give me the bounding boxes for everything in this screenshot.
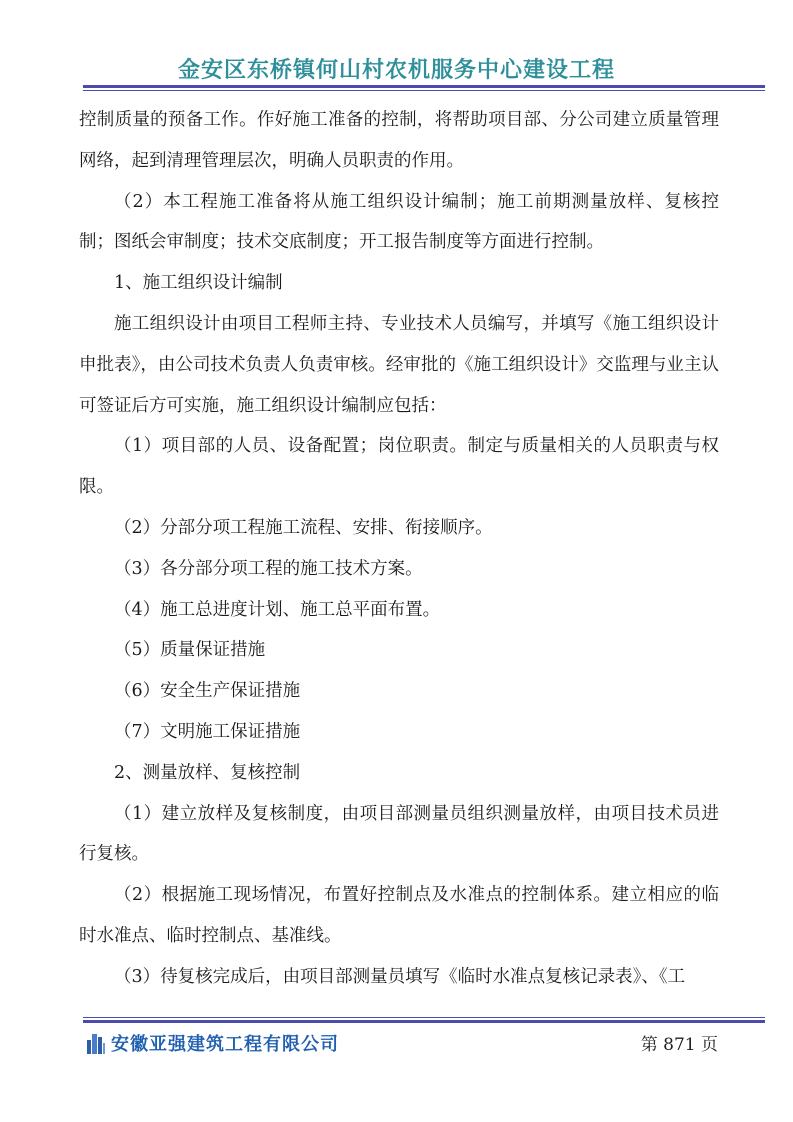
body-paragraph: （2）分部分项工程施工流程、安排、衔接顺序。	[114, 517, 493, 538]
body-paragraph: （1）建立放样及复核制度，由项目部测量员组织测量放样，由项目技术员进行复核。	[79, 803, 719, 865]
body-paragraph: （6）安全生产保证措施	[114, 681, 301, 702]
footer-company-name: 安徽亚强建筑工程有限公司	[111, 1034, 339, 1055]
body-paragraph: （2）本工程施工准备将从施工组织设计编制；施工前期测量放样、复核控制；图纸会审制度；技术交底制度；开工报告制度等方面进行控制。	[79, 191, 719, 253]
body-paragraph: （4）施工总进度计划、施工总平面布置。	[114, 599, 441, 620]
page-number: 第 871 页	[640, 1035, 718, 1055]
body-paragraph: （5）质量保证措施	[114, 640, 266, 661]
body-paragraph: （3）待复核完成后，由项目部测量员填写《临时水准点复核记录表》、《工	[114, 966, 686, 987]
body-paragraph: 控制质量的预备工作。作好施工准备的控制，将帮助项目部、分公司建立质量管理网络，起到清理管理层次，明确人员职责的作用。	[79, 110, 719, 171]
body-paragraph: （3）各分部分项工程的施工技术方案。	[114, 558, 423, 579]
page-header-title: 金安区东桥镇何山村农机服务中心建设工程	[177, 58, 615, 83]
header-divider	[83, 85, 765, 91]
building-logo-icon	[86, 1032, 106, 1054]
body-paragraph: （2）根据施工现场情况，布置好控制点及水准点的控制体系。建立相应的临时水准点、临时控制点、基准线。	[79, 885, 719, 946]
body-paragraph: 施工组织设计由项目工程师主持、专业技术人员编写，并填写《施工组织设计申批表》，由公司技术负责人负责审核。经审批的《施工组织设计》交监理与业主认可签证后方可实施，施工组织设计编制应包括：	[79, 313, 719, 416]
body-paragraph: 1、施工组织设计编制	[114, 273, 283, 294]
footer-divider	[83, 1017, 765, 1023]
document-body	[79, 100, 719, 998]
body-paragraph: （7）文明施工保证措施	[114, 721, 301, 742]
body-paragraph: 2、测量放样、复核控制	[114, 762, 301, 783]
body-paragraph: （1）项目部的人员、设备配置；岗位职责。制定与质量相关的人员职责与权限。	[79, 436, 719, 498]
footer-company	[86, 1028, 339, 1058]
